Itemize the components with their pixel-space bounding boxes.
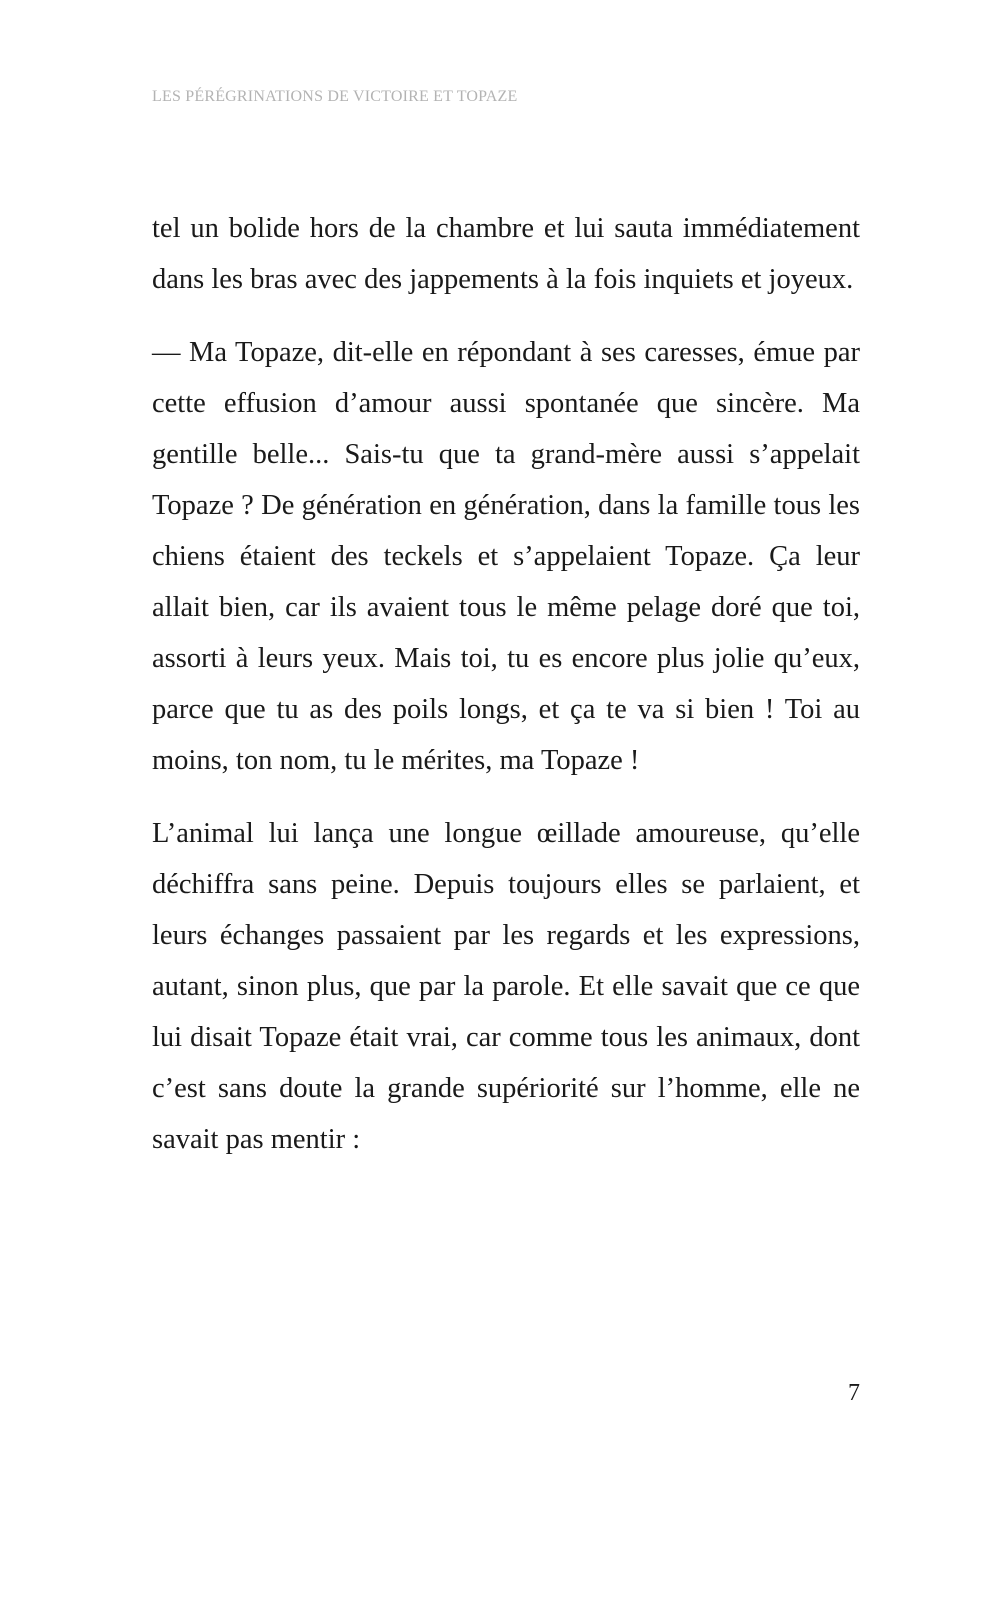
paragraph-1: tel un bolide hors de la chambre et lui sauta immédiatement dans les bras avec des jappements à la fois inquiets et joyeux. <box>152 213 860 295</box>
paragraph-2: — Ma Topaze, dit-elle en répondant à ses caresses, émue par cette effusion d’amour aussi spontanée que sincère. Ma gentille belle... Sais-tu que ta grand-mère aussi s’appelait Topaze ? De génération en génération, dans la famille tous les chiens étaient des teckels et s’appelaient Topaze. Ça leur allait bien, car ils avaient tous le même pelage doré que toi, assorti à leurs yeux. Mais toi, tu es encore plus jolie qu’eux, parce que tu as des poils longs, et ça te va si bien ! Toi au moins, ton nom, tu le mérites, ma Topaze ! <box>152 337 860 776</box>
running-header: LES PÉRÉGRINATIONS DE VICTOIRE ET TOPAZE <box>152 88 518 105</box>
body-text <box>152 203 860 1187</box>
page-number: 7 <box>848 1380 860 1406</box>
paragraph-3: L’animal lui lança une longue œillade amoureuse, qu’elle déchiffra sans peine. Depuis toujours elles se parlaient, et leurs échanges passaient par les regards et les expressions, autant, sinon plus, que par la parole. Et elle savait que ce que lui disait Topaze était vrai, car comme tous les animaux, dont c’est sans doute la grande supériorité sur l’homme, elle ne savait pas mentir : <box>152 818 860 1155</box>
